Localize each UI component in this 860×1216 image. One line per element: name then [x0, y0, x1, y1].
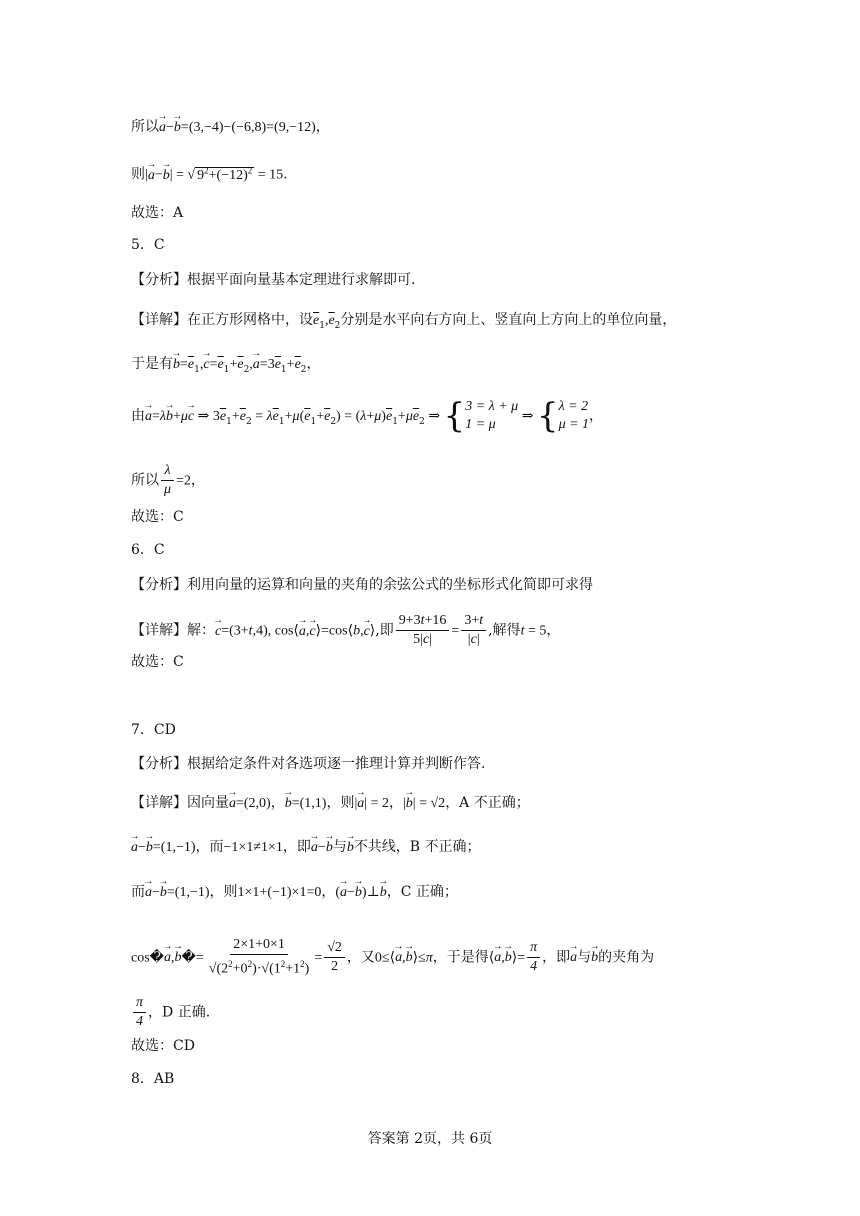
line-vector-diff: 所以→ a−→ b=(3,−4)−(−6,8)=(9,−12)，: [131, 117, 330, 138]
q5-ratio-line: 所以 $\frac{\lambda}{\mu}$ =2，: [131, 463, 205, 497]
q7-option-b: → a−→ b=(1,−1)，而−1×1≠1×1，即→ a−→ b与→ b不共线，B 不正确；: [131, 837, 481, 858]
question-8-heading: 8．AB: [131, 1071, 175, 1087]
q7-detail: 【详解】因向量→ a=(2,0)，→ b=(1,1)，则|→ a| = 2，|→ b| = √2，A 不正确；: [131, 793, 530, 814]
question-6-heading: 6．C: [131, 542, 165, 558]
q5-basis-line: 于是有→ $b=\overline{e}_1,\to c=\overline{e}_1+\overline{e}_2,\to a=3\overline{e}_1+\overline{e}_2$，: [131, 354, 321, 380]
page-footer: 答案第 2页，共 6页: [367, 1131, 493, 1147]
q5-answer: 故选：C: [131, 509, 184, 525]
line-magnitude: 则|→ a−→ b| = √ $9^2+(-12)^2 = 15$.: [131, 160, 288, 186]
q5-analysis: 【分析】根据平面向量基本定理进行求解即可.: [131, 272, 416, 288]
q6-analysis: 【分析】利用向量的运算和向量的夹角的余弦公式的坐标形式化简即可求得: [131, 577, 593, 593]
q7-option-d-cont: $\frac{\pi}{4}$ ，D 正确.: [131, 994, 210, 1031]
answer-line-4: 故选：A: [131, 205, 184, 221]
question-5-heading: 5．C: [131, 237, 165, 253]
q7-option-d: cos�→ a,→ b�= $\frac{2\times 1+0\times 1}{√(2^2+0^2)\cdot√(1^2+1^2)}$ = $\frac{√2}{2}$ ，又0≤⟨→ a,→ b⟩≤π，于是得⟨→ a,→ b⟩= $\frac{\pi}{4}$ ，即→ a与→ b的夹角为: [131, 936, 654, 979]
q5-detail: 【详解】在正方形网格中，设$\overline{e}_1,\overline{e}_2$分别是水平向右方向上、竖直向上方向上的单位向量，: [131, 312, 677, 331]
question-7-heading: 7．CD: [131, 722, 176, 738]
q6-detail: 【详解】解：→ c=(3+t,4), cos⟨→ a,→ c⟩=cos⟨b,→ c⟩,即 $\frac{9+3t+16}{5|c|}$ = $\frac{3+t}{|c|}$ ,解得t = 5，: [131, 612, 560, 649]
q6-answer: 故选：C: [131, 654, 184, 670]
q5-solve-line: 由→ a=λ→ b+μ→ c ⇒ $3\overline{e}_1+\overline{e}_2 = \lambda\overline{e}_1+\mu(\overline{e}_1+\overline{e}_2) = (\lambda+\mu)\overline{e}_1+\mu\overline{e}_2$ ⇒ { 3 = λ + μ 1 = μ ⇒ { λ = 2 μ = 1 ，: [131, 398, 603, 434]
q7-analysis: 【分析】根据给定条件对各选项逐一推理计算并判断作答.: [131, 756, 486, 772]
q7-answer: 故选：CD: [131, 1038, 195, 1054]
q7-option-c: 而→ a−→ b=(1,−1)，则1×1+(−1)×1=0，(→ a−→ b)⊥→ b，C 正确；: [131, 882, 458, 903]
